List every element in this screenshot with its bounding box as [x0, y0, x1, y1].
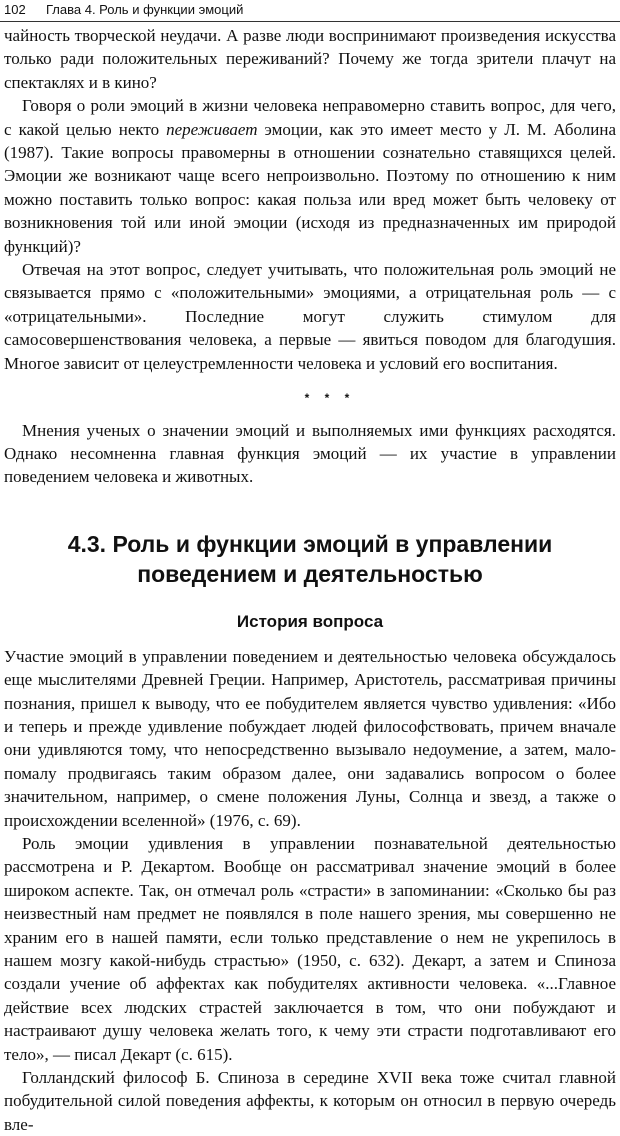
- page-number: 102: [4, 2, 26, 17]
- paragraph-continued: чайность творческой неудачи. А разве люди воспринимают произведения искусства только ради положительных переживаний? Почему же тогда зрители плачут на спектаклях и в кино?: [4, 26, 616, 92]
- page-body: [4, 24, 616, 1136]
- emphasis-text: переживает: [166, 119, 258, 139]
- running-header: [4, 0, 616, 22]
- paragraph-text: эмоции, как это имеет место у Л. М. Аболина (1987). Такие вопросы правомерны в отношении сознательно ставящихся целей. Эмоции же возникают чаще всего непроизвольно. Поэтому по отношению к ним можно поставить только вопрос: какая польза или вред может быть человеку от возникновения той или иной эмоции (исходя из предназначенных им природой функций)?: [4, 119, 616, 256]
- subsection-heading: История вопроса: [236, 611, 384, 631]
- paragraph-spinoza: Голландский философ Б. Спиноза в середине XVII века тоже считал главной побудительной силой поведения аффекты, к которым он относил в первую очередь вле-: [4, 1068, 616, 1134]
- paragraph-text: Говоря о роли эмоций в жизни человека неправомерно ставить вопрос, для чего, с какой целью некто: [4, 96, 616, 139]
- running-title: Глава 4. Роль и функции эмоций: [46, 2, 244, 17]
- section-heading-line: 4.3. Роль и функции эмоций в управлении: [67, 530, 553, 557]
- section-heading-line: поведением и деятельностью: [137, 560, 483, 587]
- paragraph-positive-negative: Отвечая на этот вопрос, следует учитывать, что положительная роль эмоций не связывается прямо с «положительными» эмоциями, а отрицательная роль — с «отрицательными». Последние могут служить стимулом для самосовершенствования человека, а первые — явиться поводом для благодушия. Многое зависит от целеустремленности человека и условий его воспитания.: [4, 260, 616, 373]
- paragraph-opinions: Мнения ученых о значении эмоций и выполняемых ими функциях расходятся. Однако несомненна главная функция эмоций — их участие в управлении поведением человека и животных.: [4, 420, 616, 487]
- paragraph-descartes: Роль эмоции удивления в управлении познавательной деятельностью рассмотрена и Р. Декартом. Вообще он рассматривал значение эмоций в более широком аспекте. Так, он отмечал роль «страсти» в запоминании: «Сколько бы раз неизвестный нам предмет не появлялся в поле нашего зрения, мы совершенно не храним его в нашей памяти, если только представление о нем не укрепилось в нашем мозгу какой-нибудь страстью» (1950, с. 632). Декарт, а затем и Спиноза создали учение об аффектах как побудителях активности человека. «...Главное действие всех людских страстей заключается в том, что они побуждают и настраивают душу человека желать того, к чему эти страсти подготавливают его тело», — писал Декарт (с. 615).: [4, 833, 616, 1064]
- paragraph-emotion-purpose: [4, 94, 616, 258]
- header-rule: [0, 21, 620, 22]
- section-heading: [4, 529, 616, 589]
- section-separator: * * *: [304, 391, 356, 406]
- paragraph-aristotle: Участие эмоций в управлении поведением и деятельностью человека обсуждалось еще мыслителями Древней Греции. Например, Аристотель, рассматривая причины познания, пришел к выводу, что ее побудителем является чувство удивления: «Ибо и теперь и прежде удивление побуждает людей философствовать, причем вначале они удивляются тому, что непосредственно вызывало недоумение, а затем, мало-помалу продвигаясь таким образом далее, они задавались вопросом о более значительном, например, о смене положения Луны, Солнца и звезд, а также о происхождении вселенной» (1976, с. 69).: [4, 646, 616, 830]
